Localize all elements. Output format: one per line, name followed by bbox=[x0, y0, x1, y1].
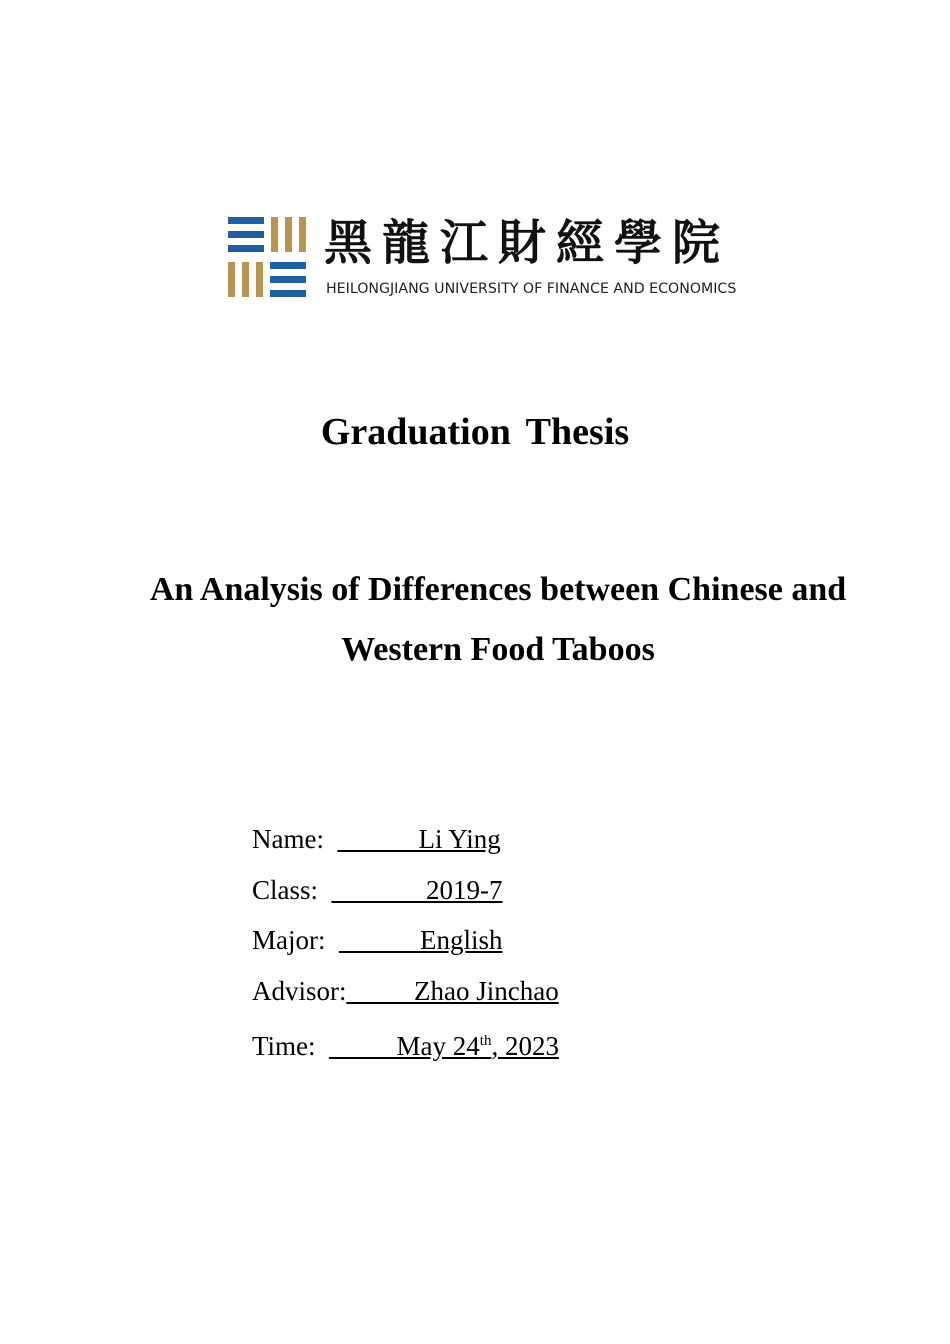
name-value: ______Li Ying bbox=[337, 824, 501, 854]
info-row-name bbox=[252, 814, 559, 865]
thesis-title bbox=[120, 560, 876, 680]
info-row-class bbox=[252, 865, 559, 916]
university-name-english: HEILONGJIANG UNIVERSITY OF FINANCE AND ECONOMICS bbox=[326, 281, 737, 297]
author-info-block bbox=[252, 814, 559, 1072]
document-type-heading: Graduation Thesis bbox=[320, 411, 630, 453]
major-label: Major: bbox=[252, 925, 339, 955]
logo-emblem-icon bbox=[228, 217, 306, 297]
advisor-label: Advisor: bbox=[252, 975, 347, 1006]
class-value: _______2019-7 bbox=[331, 874, 503, 905]
major-value: ______English bbox=[339, 925, 503, 955]
time-value bbox=[329, 1031, 559, 1061]
thesis-title-line-2: Western Food Taboos bbox=[341, 631, 655, 668]
name-label: Name: bbox=[252, 824, 338, 854]
university-name-chinese: 黑龍江財經學院 bbox=[324, 215, 731, 271]
advisor-value: _____Zhao Jinchao bbox=[346, 975, 559, 1006]
info-row-time bbox=[252, 1016, 559, 1072]
time-value-ordinal: th bbox=[479, 1033, 492, 1049]
time-label: Time: bbox=[252, 1031, 330, 1061]
thesis-title-line-1: An Analysis of Differences between Chinese and bbox=[149, 571, 847, 608]
info-row-advisor bbox=[252, 966, 559, 1017]
time-value-year: , 2023 bbox=[491, 1031, 559, 1061]
time-value-date: _____May 24 bbox=[329, 1031, 480, 1061]
university-logo bbox=[228, 212, 773, 300]
class-label: Class: bbox=[252, 874, 332, 905]
info-row-major bbox=[252, 915, 559, 966]
